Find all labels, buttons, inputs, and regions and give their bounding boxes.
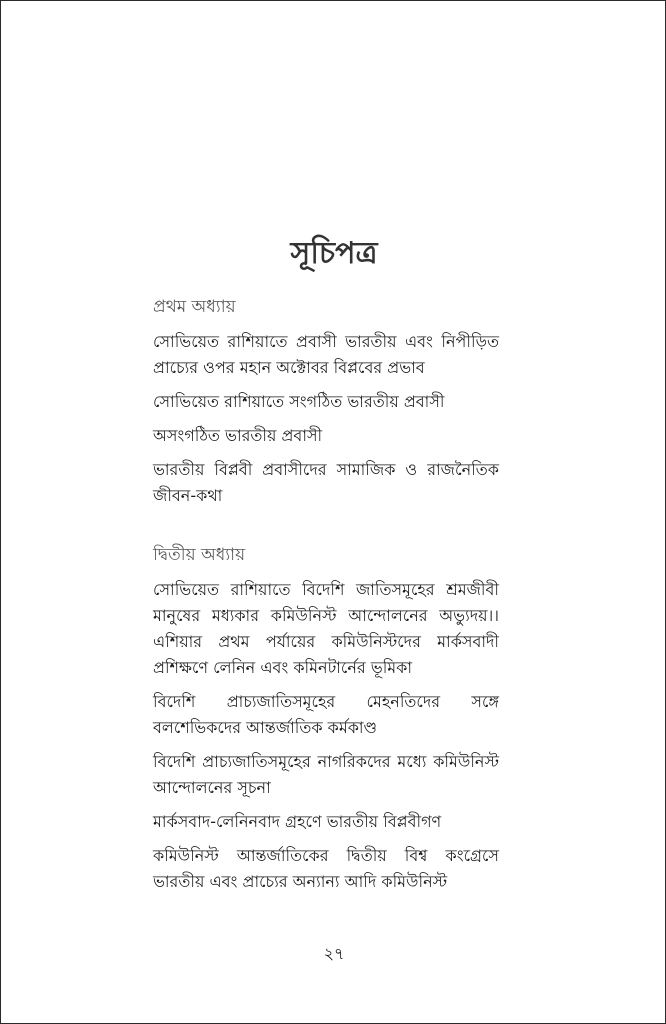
- page-title: সূচিপত্র: [290, 236, 378, 271]
- chapter-heading: দ্বিতীয় অধ্যায়: [153, 545, 246, 565]
- chapter-two-section: [153, 541, 499, 895]
- toc-entry: মার্কসবাদ-লেনিনবাদ গ্রহণে ভারতীয় বিপ্লবীগণ: [153, 812, 442, 831]
- section-spacer: [153, 517, 499, 541]
- chapter-one-section: [153, 293, 499, 509]
- page-number: ২৭: [323, 944, 345, 963]
- toc-entry: সোভিয়েত রাশিয়াতে সংগঠিত ভারতীয় প্রবাসী: [153, 392, 445, 411]
- toc-entry: বিদেশি প্রাচ্যজাতিসমূহের মেহনতিদের সঙ্গে বলশেভিকদের আন্তর্জাতিক কর্মকাণ্ড: [153, 692, 499, 737]
- toc-entry: ভারতীয় বিপ্লবী প্রবাসীদের সামাজিক ও রাজনৈতিক জীবন-কথা: [153, 460, 499, 505]
- toc-entry: বিদেশি প্রাচ্যজাতিসমূহের নাগরিকদের মধ্যে কমিউনিস্ট আন্দোলনের সূচনা: [153, 752, 499, 797]
- toc-entry: সোভিয়েত রাশিয়াতে বিদেশি জাতিসমূহের শ্রমজীবী মানুষের মধ্যকার কমিউনিস্ট আন্দোলনের অভ্যুদয়।। এশিয়ার প্রথম পর্যায়ের কমিউনিস্টদের মার্কসবাদী প্রশিক্ষণে লেনিন এবং কমিনটার্নের ভূমিকা: [153, 580, 499, 677]
- toc-entry: সোভিয়েত রাশিয়াতে প্রবাসী ভারতীয় এবং নিপীড়িত প্রাচ্যের ওপর মহান অক্টোবর বিপ্লবের প্রভাব: [153, 332, 499, 377]
- toc-entry: কমিউনিস্ট আন্তর্জাতিকের দ্বিতীয় বিশ্ব কংগ্রেসে ভারতীয় এবং প্রাচ্যের অন্যান্য আদি কমিউনিস্ট: [153, 846, 499, 891]
- table-of-contents: [153, 293, 499, 903]
- toc-entry: অসংগঠিত ভারতীয় প্রবাসী: [153, 426, 323, 445]
- chapter-heading: প্রথম অধ্যায়: [153, 297, 236, 317]
